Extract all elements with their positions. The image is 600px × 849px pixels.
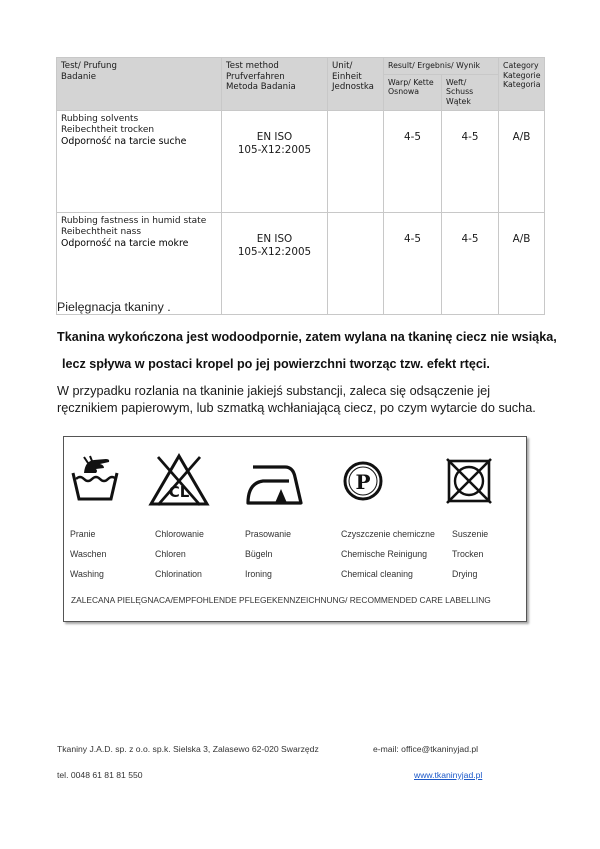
care-column-drying: Suszenie Trocken Drying	[452, 529, 489, 579]
test-name-cell: Rubbing fastness in humid state Reibechtheit nass Odporność na tarcie mokre	[57, 212, 222, 314]
svg-text:CL: CL	[168, 483, 190, 501]
warp-cell: 4-5	[384, 212, 442, 314]
test-method-cell: EN ISO 105-X12:2005	[222, 110, 328, 212]
warp-cell: 4-5	[384, 110, 442, 212]
care-bold-line-1: Tkanina wykończona jest wodoodpornie, zatem wylana na tkaninę ciecz nie wsiąka,	[57, 330, 557, 344]
header-row	[57, 58, 545, 75]
care-paragraph: W przypadku rozlania na tkaninie jakiejś substancji, zaleca się odsączenie jej ręcznikiem papierowym, lub szmatką wchłaniającą ciecz, po czym wytarcie do sucha.	[57, 384, 536, 415]
header-unit: Unit/ Einheit Jednostka	[328, 58, 384, 111]
test-method-cell: EN ISO 105-X12:2005	[222, 212, 328, 314]
care-column-chlorination: Chlorowanie Chloren Chlorination	[155, 529, 204, 579]
no-tumble-dry-icon	[445, 457, 493, 505]
header-warp: Warp/ Kette Osnowa	[384, 74, 442, 110]
care-heading: Pielęgnacja tkaniny .	[57, 300, 171, 314]
company-phone: tel. 0048 61 81 81 550	[57, 770, 143, 780]
header-method: Test method Prufverfahren Metoda Badania	[222, 58, 328, 111]
unit-cell	[328, 212, 384, 314]
company-website-link[interactable]: www.tkaninyjad.pl	[414, 770, 483, 780]
unit-cell	[328, 110, 384, 212]
category-cell: A/B	[499, 212, 545, 314]
category-cell: A/B	[499, 110, 545, 212]
weft-cell: 4-5	[442, 212, 499, 314]
table-row	[57, 110, 545, 212]
test-name-cell: Rubbing solvents Reibechtheit trocken Odporność na tarcie suche	[57, 110, 222, 212]
header-category: Category Kategorie Kategoria	[499, 58, 545, 111]
no-chlorine-bleach-icon	[148, 453, 210, 507]
dry-clean-p-icon	[341, 459, 385, 503]
header-weft: Weft/ Schuss Wątek	[442, 74, 499, 110]
care-label-footer: ZALECANA PIELĘGNACA/EMPFOHLENDE PFLEGEKENNZEICHNUNG/ RECOMMENDED CARE LABELLING	[71, 595, 491, 605]
care-column-chemical-cleaning: Czyszczenie chemiczne Chemische Reinigung Chemical cleaning	[341, 529, 435, 579]
company-address: Tkaniny J.A.D. sp. z o.o. sp.k. Sielska 3, Zalasewo 62-020 Swarzędz	[57, 744, 319, 754]
hand-wash-icon	[70, 455, 120, 509]
care-label-box	[63, 436, 527, 622]
test-results-table	[56, 57, 545, 315]
company-email: e-mail: office@tkaninyjad.pl	[373, 744, 479, 754]
svg-text:P: P	[355, 470, 371, 494]
care-column-ironing: Prasowanie Bügeln Ironing	[245, 529, 291, 579]
iron-icon	[245, 455, 305, 509]
weft-cell: 4-5	[442, 110, 499, 212]
care-column-washing: Pranie Waschen Washing	[70, 529, 107, 579]
header-result: Result/ Ergebnis/ Wynik	[384, 58, 499, 75]
care-bold-line-2: lecz spływa w postaci kropel po jej powierzchni tworząc tzw. efekt rtęci.	[62, 357, 490, 371]
header-test: Test/ Prufung Badanie	[57, 58, 222, 111]
